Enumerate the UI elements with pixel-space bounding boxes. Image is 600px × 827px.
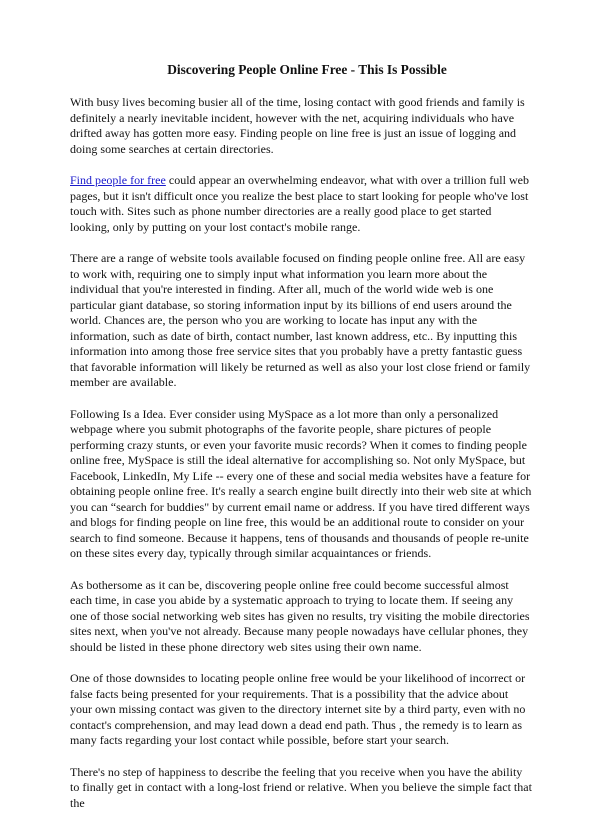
paragraph-2 [70, 173, 532, 235]
find-people-link[interactable]: Find people for free [70, 173, 166, 187]
paragraph-3: There are a range of website tools available focused on finding people online free. All are easy to work with, requiring one to simply input what information you learn more about the individual that you're interested in finding. After all, much of the world wide web is one particular giant database, so storing information input by its billions of end users around the world. Chances are, the person who you are working to locate has input any with the information, such as date of birth, contact number, last known address, etc.. By inputting this information into among those free service sites that you probably have a pretty fantastic guess that favorable information will likely be returned as well as also your lost close friend or family member are available. [70, 251, 531, 389]
paragraph-6: One of those downsides to locating people online free would be your likelihood of incorrect or false facts being presented for your requirements. That is a possibility that the advice about your own missing contact was given to the directory internet site by a third party, even with no contact's comprehension, and may lead down a dead end path. Thus , the remedy is to learn as many facts regarding your lost contact while possible, before start your search. [70, 671, 526, 747]
document-title: Discovering People Online Free - This Is Possible [167, 62, 447, 77]
paragraph-2-text: could appear an overwhelming endeavor, what with over a trillion full web pages, but it isn't difficult once you realize the best place to start looking for people who've lost touch with. Sites such as phone number directories are a really good place to get started looking, only by putting on your lost contact's mobile range. [70, 173, 529, 234]
paragraph-7: There's no step of happiness to describe the feeling that you receive when you have the ability to finally get in contact with a long-lost friend or relative. When you believe the simple fact that the [70, 764, 532, 810]
document-page [70, 62, 532, 827]
paragraph-5: As bothersome as it can be, discovering people online free could become successful almost each time, in case you abide by a systematic approach to trying to locate them. If seeing any one of those social networking web sites has given no results, try visiting the mobile directories sites next, when you've not already. Because many people nowadays have cellular phones, they should be listed in these phone directory web sites using their own name. [70, 577, 530, 654]
paragraph-1: With busy lives becoming busier all of the time, losing contact with good friends and family is definitely a nearly inevitable incident, however with the net, acquiring individuals who have drifted away has gotten more easy. Finding people on line free is just an issue of logging and doing some searches at certain directories. [70, 95, 525, 156]
paragraph-4: Following Is a Idea. Ever consider using MySpace as a lot more than only a personalized webpage where you submit photographs of the favorite people, share pictures of people performing crazy stunts, or even your favorite music records? When it comes to finding people online free, MySpace is still the ideal alternative for accomplishing so. Not only MySpace, but Facebook, LinkedIn, My Life -- every one of these and social media websites have a feature for obtaining people online free. It's really a search engine built directly into their web site at which you can “search for buddies" by current email name or address. If you have tired different ways and blogs for finding people on line free, this would be an additional route to consider on your search to find someone. Because it happens, tens of thousands and thousands of people re-unite on these sites every day, typically through similar acquaintances or friends. [70, 406, 532, 560]
